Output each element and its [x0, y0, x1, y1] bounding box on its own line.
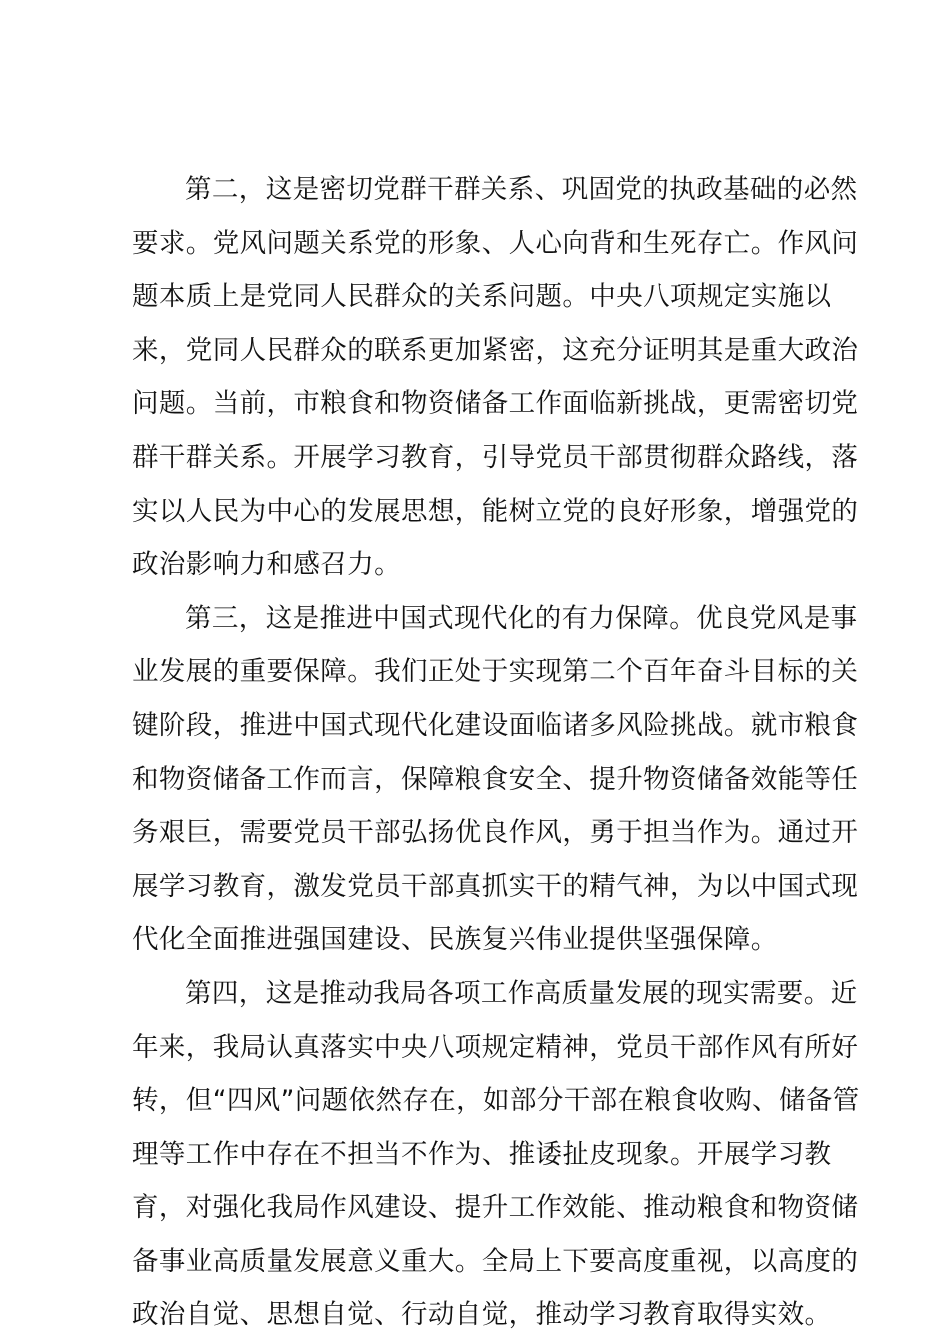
- paragraph-3-line-1: 第四，这是推动我局各项工作高质量发展的现实需要。近: [185, 977, 858, 1009]
- paragraph-3-line-5: 育，对强化我局作风建设、提升工作效能、推动粮食和物资储: [132, 1192, 859, 1224]
- paragraph-1-line-6: 群干群关系。开展学习教育，引导党员干部贯彻群众路线，落: [132, 441, 859, 473]
- paragraph-1-line-8: 政治影响力和感召力。: [132, 549, 401, 581]
- paragraph-1-line-2: 要求。党风问题关系党的形象、人心向背和生死存亡。作风问: [132, 227, 859, 259]
- paragraph-2-line-2: 业发展的重要保障。我们正处于实现第二个百年奋斗目标的关: [132, 656, 859, 688]
- paragraph-3-line-4: 理等工作中存在不担当不作为、推诿扯皮现象。开展学习教: [132, 1138, 832, 1170]
- paragraph-3-line-6: 备事业高质量发展意义重大。全局上下要高度重视，以高度的: [132, 1245, 859, 1277]
- paragraph-3-line-7: 政治自觉、思想自觉、行动自觉，推动学习教育取得实效。: [132, 1299, 832, 1331]
- paragraph-1-line-4: 来，党同人民群众的联系更加紧密，这充分证明其是重大政治: [132, 334, 859, 366]
- paragraph-1-line-5: 问题。当前，市粮食和物资储备工作面临新挑战，更需密切党: [132, 388, 859, 420]
- document-body: [132, 163, 860, 1342]
- paragraph-3-line-3: 转，但“四风”问题依然存在，如部分干部在粮食收购、储备管: [132, 1085, 860, 1117]
- paragraph-2-line-4: 和物资储备工作而言，保障粮食安全、提升物资储备效能等任: [132, 763, 859, 795]
- paragraph-1-line-1: 第二，这是密切党群干群关系、巩固党的执政基础的必然: [185, 174, 858, 205]
- paragraph-2-line-6: 展学习教育，激发党员干部真抓实干的精气神，为以中国式现: [132, 870, 859, 902]
- paragraph-3-line-2: 年来，我局认真落实中央八项规定精神，党员干部作风有所好: [132, 1031, 859, 1063]
- paragraph-2-line-7: 代化全面推进强国建设、民族复兴伟业提供坚强保障。: [132, 924, 778, 956]
- paragraph-1-line-7: 实以人民为中心的发展思想，能树立党的良好形象，增强党的: [132, 495, 859, 527]
- paragraph-1-line-3: 题本质上是党同人民群众的关系问题。中央八项规定实施以: [132, 281, 832, 313]
- paragraph-2-line-5: 务艰巨，需要党员干部弘扬优良作风，勇于担当作为。通过开: [132, 817, 859, 849]
- paragraph-2-line-1: 第三，这是推进中国式现代化的有力保障。优良党风是事: [185, 602, 858, 634]
- paragraph-2-line-3: 键阶段，推进中国式现代化建设面临诸多风险挑战。就市粮食: [132, 709, 859, 741]
